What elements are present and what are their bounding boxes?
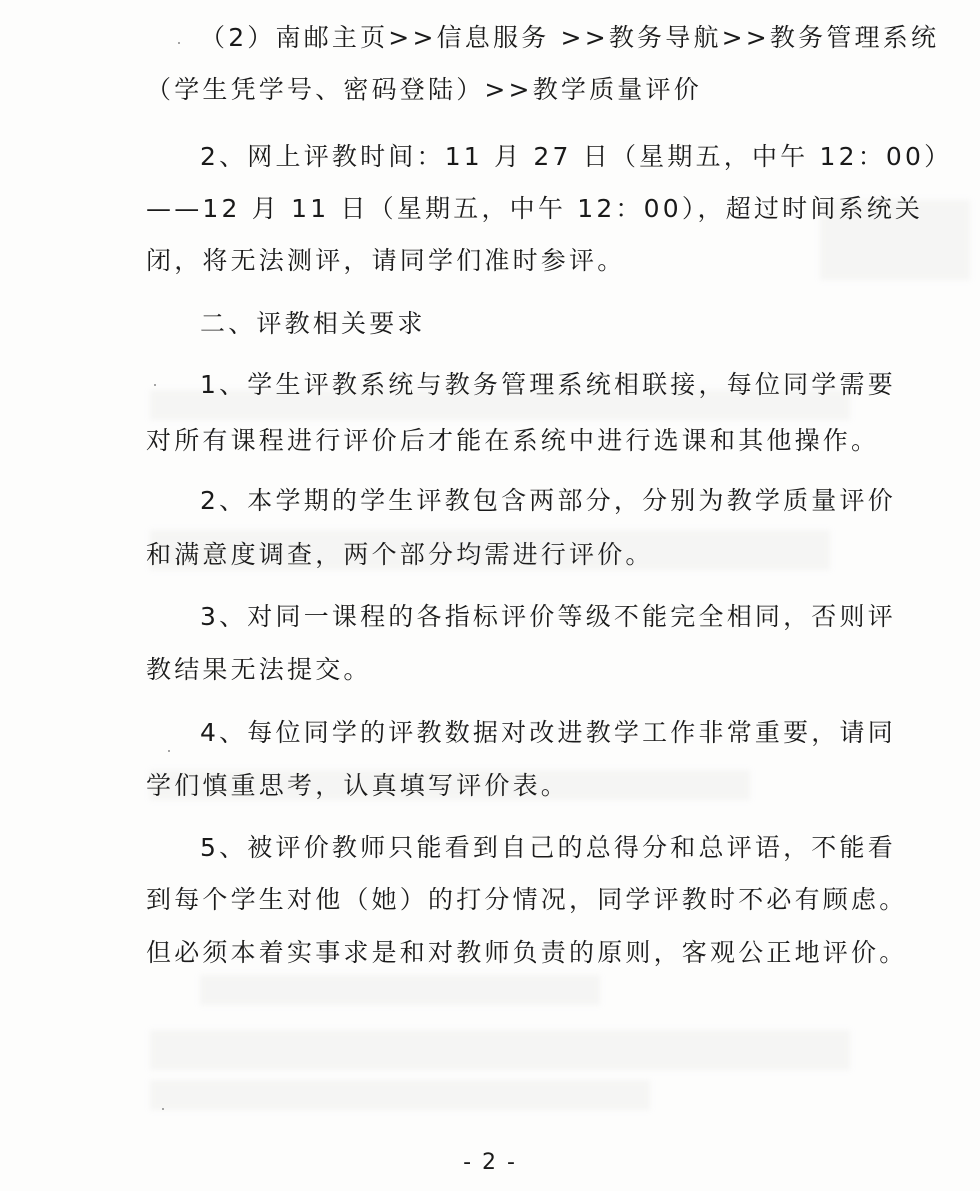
body-line: 5、被评价教师只能看到自己的总得分和总评语，不能看 [200,833,896,862]
body-line: （学生凭学号、密码登陆）>>教学质量评价 [146,75,702,104]
body-line: 教结果无法提交。 [146,655,372,684]
scan-speck [154,384,156,386]
body-line: 但必须本着实事求是和对教师负责的原则，客观公正地评价。 [146,938,908,967]
section-heading: 二、评教相关要求 [200,309,426,338]
body-line: （2）南邮主页>>信息服务 >>教务导航>>教务管理系统 [200,23,940,52]
body-line: ——12 月 11 日（星期五，中午 12：00），超过时间系统关 [146,194,924,223]
body-line: 4、每位同学的评教数据对改进教学工作非常重要，请同 [200,718,896,747]
scan-speck [178,42,180,44]
show-through-artifact [150,1080,650,1110]
scan-speck [162,1108,164,1110]
body-line: 2、网上评教时间：11 月 27 日（星期五，中午 12：00） [200,142,953,171]
body-line: 和满意度调查，两个部分均需进行评价。 [146,540,654,569]
body-line: 到每个学生对他（她）的打分情况，同学评教时不必有顾虑。 [146,885,908,914]
show-through-artifact [200,975,600,1005]
page-number: - 2 - [463,1150,517,1175]
show-through-artifact [150,1030,850,1070]
body-line: 学们慎重思考，认真填写评价表。 [146,771,570,800]
body-line: 对所有课程进行评价后才能在系统中进行选课和其他操作。 [146,426,880,455]
body-line: 1、学生评教系统与教务管理系统相联接，每位同学需要 [200,370,896,399]
body-line: 2、本学期的学生评教包含两部分，分别为教学质量评价 [200,486,896,515]
scan-speck [168,750,170,752]
body-line: 3、对同一课程的各指标评价等级不能完全相同，否则评 [200,602,896,631]
body-line: 闭，将无法测评，请同学们准时参评。 [146,246,626,275]
